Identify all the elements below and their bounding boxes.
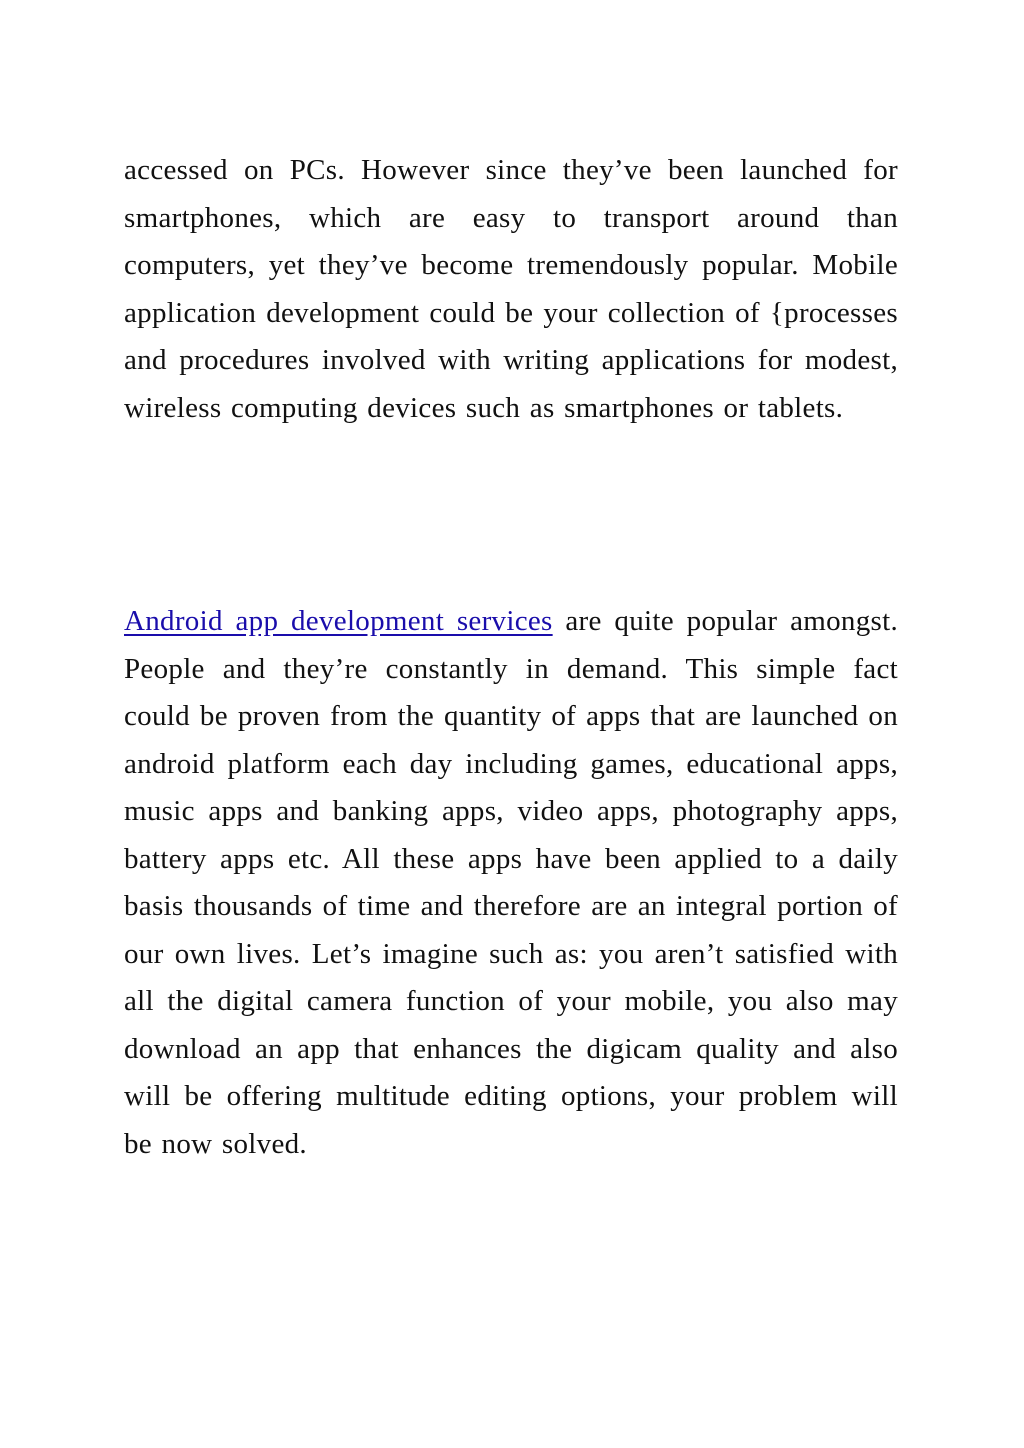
paragraph-body-text: are quite popular amongst. People and they’re constantly in demand. This simple fact could be proven from the quantity of apps that are launched on android platform each day including games, educational apps, music apps and banking apps, video apps, photography apps, battery apps etc. All these apps have been applied to a daily basis thousands of time and therefore are an integral portion of our own lives. Let’s imagine such as: you aren’t satisfied with all the digital camera function of your mobile, you also may download an app that enhances the digicam quality and also will be offering multitude editing options, your problem will be now solved. <box>124 605 898 1160</box>
android-app-development-services-link[interactable]: Android app development services <box>124 605 553 637</box>
paragraph-android-services <box>124 598 898 1168</box>
paragraph-intro: accessed on PCs. However since they’ve been launched for smartphones, which are easy to transport around than computers, yet they’ve become tremendously popular. Mobile application development could be your collection of {processes and procedures involved with writing applications for modest, wireless computing devices such as smartphones or tablets. <box>124 154 898 424</box>
